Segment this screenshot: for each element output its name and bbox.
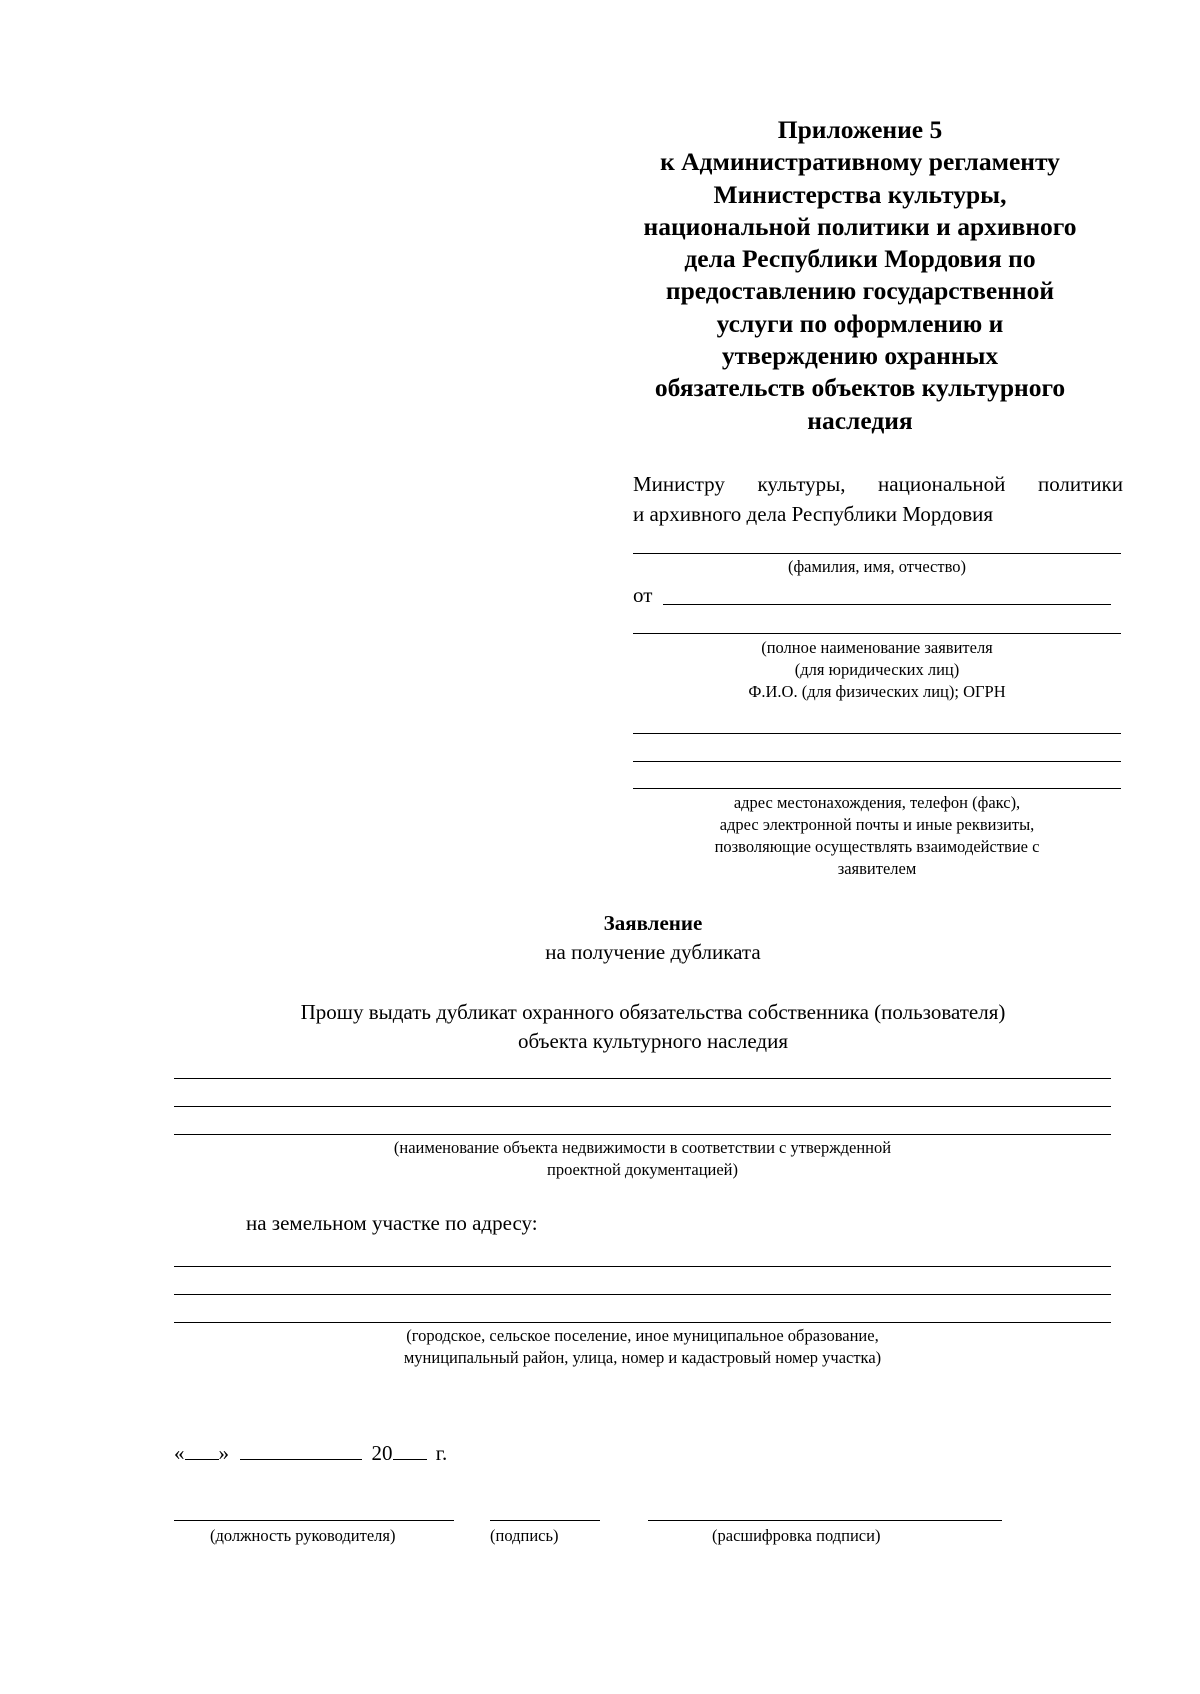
decoding-caption: (расшифровка подписи): [712, 1526, 881, 1545]
caption-line: заявителем: [837, 859, 917, 878]
appendix-line: предоставлению государственной: [665, 276, 1055, 306]
caption-line: Ф.И.О. (для физических лиц); ОГРН: [748, 682, 1006, 701]
caption-line: (полное наименование заявителя: [761, 638, 993, 657]
decoding-input-line[interactable]: [648, 1520, 1002, 1521]
caption-line: адрес местонахождения, телефон (факс),: [733, 793, 1021, 812]
fio-caption: (фамилия, имя, отчество): [787, 557, 967, 576]
land-input-line[interactable]: [174, 1322, 1111, 1323]
appendix-line: к Административному регламенту: [660, 147, 1060, 177]
applicant-caption: [633, 637, 1121, 703]
appendix-line: услуги по оформлению и: [716, 308, 1004, 338]
caption-line: (для юридических лиц): [794, 660, 960, 679]
date-open-quote: «: [174, 1441, 185, 1465]
applicant-input-line[interactable]: [633, 633, 1121, 634]
appendix-line: обязательств объектов культурного: [654, 373, 1066, 403]
caption-line: позволяющие осуществлять взаимодействие с: [714, 837, 1040, 856]
contacts-caption: [633, 792, 1121, 880]
caption-line: (наименование объекта недвижимости в соответствии с утвержденной: [393, 1138, 892, 1157]
appendix-header: [620, 114, 1100, 437]
caption-line: (городское, сельское поселение, иное муниципальное образование,: [406, 1326, 879, 1345]
land-input-line[interactable]: [174, 1294, 1111, 1295]
land-caption: [174, 1325, 1111, 1369]
year-input[interactable]: [393, 1439, 427, 1460]
contact-input-line[interactable]: [633, 788, 1121, 789]
caption-line: адрес электронной почты и иные реквизиты,: [719, 815, 1035, 834]
request-line: Прошу выдать дубликат охранного обязательства собственника (пользователя): [300, 1000, 1006, 1024]
date-line: [174, 1439, 447, 1466]
object-input-line[interactable]: [174, 1106, 1111, 1107]
day-input[interactable]: [185, 1439, 219, 1460]
land-label: на земельном участке по адресу:: [246, 1211, 538, 1235]
date-close-quote: »: [218, 1441, 229, 1465]
request-line: объекта культурного наследия: [518, 1029, 788, 1053]
appendix-line: утверждению охранных: [721, 341, 999, 371]
appendix-line: дела Республики Мордовия по: [684, 244, 1036, 274]
object-input-line[interactable]: [174, 1134, 1111, 1135]
contact-input-line[interactable]: [633, 761, 1121, 762]
signature-input-line[interactable]: [490, 1520, 600, 1521]
contact-input-line[interactable]: [633, 733, 1121, 734]
land-input-line[interactable]: [174, 1266, 1111, 1267]
caption-line: муниципальный район, улица, номер и кадастровый номер участка): [403, 1348, 882, 1367]
from-input-line[interactable]: [663, 604, 1111, 605]
statement-subtitle: на получение дубликата: [545, 940, 761, 964]
addressee-line-2: и архивного дела Республики Мордовия: [633, 502, 994, 526]
addressee-block: [633, 469, 1123, 529]
request-text: [0, 998, 1200, 1056]
year-suffix: г.: [435, 1441, 448, 1465]
appendix-line: национальной политики и архивного: [643, 211, 1077, 241]
position-input-line[interactable]: [174, 1520, 454, 1521]
appendix-line: Министерства культуры,: [713, 179, 1007, 209]
statement-title: Заявление: [603, 911, 703, 935]
appendix-line: Приложение 5: [777, 115, 943, 144]
object-input-line[interactable]: [174, 1078, 1111, 1079]
from-label: от: [633, 583, 653, 607]
appendix-line: наследия: [807, 405, 913, 435]
fio-input-line[interactable]: [633, 553, 1121, 554]
addressee-line-1: Министру культуры, национальной политики: [633, 472, 1123, 496]
caption-line: проектной документацией): [547, 1160, 738, 1179]
signature-caption: (подпись): [490, 1526, 559, 1545]
object-caption: [174, 1137, 1111, 1181]
position-caption: (должность руководителя): [210, 1526, 396, 1545]
month-input[interactable]: [240, 1439, 362, 1460]
year-prefix: 20: [371, 1441, 393, 1465]
